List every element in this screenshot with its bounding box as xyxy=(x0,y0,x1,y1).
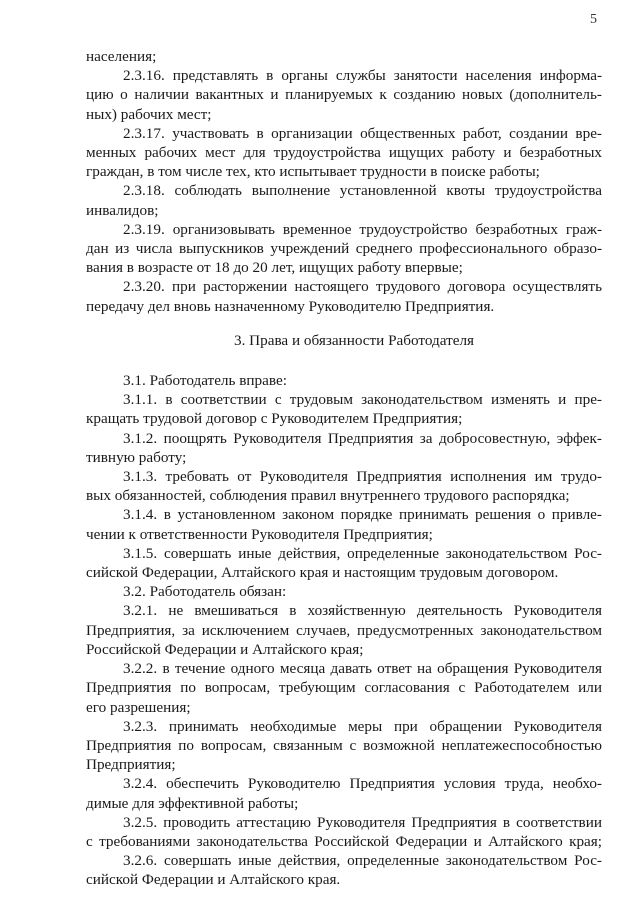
text-line: 2.3.16. представлять в органы службы занятости населения информа- xyxy=(123,67,602,85)
text-line: граждан, в том числе тех, кто испытывает трудности в поиске работы; xyxy=(86,163,540,181)
text-line: 3.2.2. в течение одного месяца давать ответ на обращения Руководителя xyxy=(123,660,602,678)
text-line: инвалидов; xyxy=(86,201,159,219)
text-line: Российской Федерации и Алтайского края; xyxy=(86,640,364,658)
text-line: 3.2.3. принимать необходимые меры при обращении Руководителя xyxy=(123,717,602,735)
text-line: 3.1. Работодатель вправе: xyxy=(123,372,287,390)
text-line: 3.1.4. в установленном законом порядке принимать решения о привле- xyxy=(123,506,602,524)
paragraph-2-3-19 xyxy=(86,220,602,278)
text-line: сийской Федерации и Алтайского края. xyxy=(86,871,341,889)
paragraph-3-1-4 xyxy=(86,505,602,543)
text-line: чении к ответственности Руководителя Предприятия; xyxy=(86,525,433,543)
text-line: его разрешения; xyxy=(86,698,191,716)
text-line: 2.3.20. при расторжении настоящего трудового договора осуществлять xyxy=(123,278,602,296)
text-line: вания в возрасте от 18 до 20 лет, ищущих работу впервые; xyxy=(86,259,463,277)
text-line: ных) рабочих мест; xyxy=(86,105,212,123)
text-line: 2.3.19. организовывать временное трудоустройство безработных граж- xyxy=(123,220,602,238)
paragraph-3-1-3 xyxy=(86,467,602,505)
text-line: с требованиями законодательства Российской Федерации и Алтайского края; xyxy=(86,832,602,850)
text-line: кращать трудовой договор с Руководителем Предприятия; xyxy=(86,410,463,428)
text-line: тивную работу; xyxy=(86,448,187,466)
paragraph-3-2-2 xyxy=(86,659,602,717)
paragraph-3-2-3 xyxy=(86,717,602,775)
text-line: передачу дел вновь назначенному Руководителю Предприятия. xyxy=(86,297,495,315)
text-line: цию о наличии вакантных и планируемых к созданию новых (дополнитель- xyxy=(86,86,602,104)
paragraph-2-3-16 xyxy=(86,66,602,124)
paragraph-2-3-20 xyxy=(86,277,602,315)
text-line: 3.2.5. проводить аттестацию Руководителя Предприятия в соответствии xyxy=(123,813,602,831)
text-line: Предприятия, за исключением случаев, предусмотренных законодательством xyxy=(86,621,602,639)
text-line: сийской Федерации, Алтайского края и настоящим трудовым договором. xyxy=(86,564,559,582)
text-line: 2.3.18. соблюдать выполнение установленной квоты трудоустройства xyxy=(123,182,602,200)
document-body xyxy=(86,47,602,890)
text-line: менных рабочих мест для трудоустройства ищущих работу и безработных xyxy=(86,144,602,162)
text-line: дан из числа выпускников учреждений среднего профессионального образо- xyxy=(86,240,602,258)
paragraph-3-2-5 xyxy=(86,813,602,851)
text-line: 3.1.2. поощрять Руководителя Предприятия за добросовестную, эффек- xyxy=(123,429,602,447)
text-line: Предприятия; xyxy=(86,756,176,774)
text-line: 3.2.4. обеспечить Руководителю Предприятия условия труда, необхо- xyxy=(123,775,602,793)
paragraph-3-2-4 xyxy=(86,774,602,812)
paragraph-3-1-1 xyxy=(86,390,602,428)
paragraph-2-3-18 xyxy=(86,181,602,219)
text-line: 3.2.6. совершать иные действия, определенные законодательством Рос- xyxy=(123,852,602,870)
page-number: 5 xyxy=(590,12,597,27)
text-line: Предприятия по вопросам, требующим согласования с Работодателем или xyxy=(86,679,602,697)
paragraph-3-1-2 xyxy=(86,429,602,467)
text-line: 3.2. Работодатель обязан: xyxy=(123,583,287,601)
text-line: Предприятия по вопросам, связанным с возможной неплатежеспособностью xyxy=(86,736,602,754)
text-line: 3.1.1. в соответствии с трудовым законодательством изменять и пре- xyxy=(123,391,602,409)
text-line: 3.1.5. совершать иные действия, определенные законодательством Рос- xyxy=(123,544,602,562)
paragraph-3-2 xyxy=(86,582,602,601)
text-line: 3.2.1. не вмешиваться в хозяйственную деятельность Руководителя xyxy=(123,602,602,620)
section-heading: 3. Права и обязанности Работодателя xyxy=(233,331,475,349)
text-line: 3.1.3. требовать от Руководителя Предприятия исполнения им трудо- xyxy=(123,468,602,486)
text-line: 2.3.17. участвовать в организации общественных работ, создании вре- xyxy=(123,124,602,142)
paragraph-3-1-5 xyxy=(86,544,602,582)
text-line: вых обязанностей, соблюдения правил внутреннего трудового распорядка; xyxy=(86,487,570,505)
paragraph-3-2-6 xyxy=(86,851,602,889)
text-line: населения; xyxy=(86,48,157,65)
paragraph-3-2-1 xyxy=(86,601,602,659)
paragraph-3-1 xyxy=(86,371,602,390)
text-line: димые для эффективной работы; xyxy=(86,794,299,812)
paragraph-2-3-17 xyxy=(86,124,602,182)
paragraph-continuation xyxy=(86,47,602,66)
